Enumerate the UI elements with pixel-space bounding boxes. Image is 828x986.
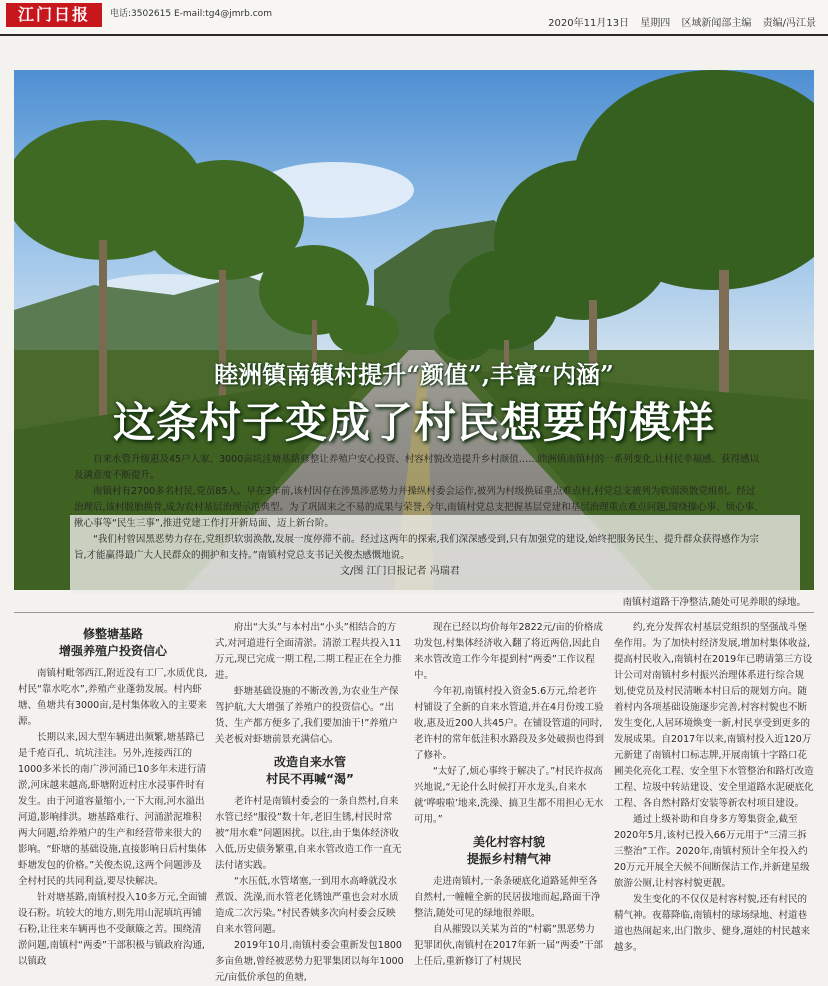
section-heading bbox=[414, 834, 604, 868]
article-subtitle: 睦洲镇南镇村提升“颜值”,丰富“内涵” bbox=[214, 360, 614, 389]
body-paragraph: “太好了,烦心事终于解决了。”村民许叔高兴地说,“无论什么时候打开水龙头,自来水就‘哗啦啦’地来,洗澡、搞卫生都不用担心无水可用。” bbox=[414, 766, 604, 825]
section-heading bbox=[18, 626, 208, 660]
section-heading bbox=[215, 754, 405, 788]
body-paragraph: “水压低,水管堵塞,一到用水高峰就没水煮饭、洗澡,而水管老化锈蚀严重也会对水质造成二次污染。”村民香姨多次向村委会反映自来水管问题。 bbox=[215, 876, 399, 935]
section-heading-line: 修整塘基路 bbox=[82, 627, 143, 641]
lead-paragraph: “我们村曾因黑恶势力存在,党组织软弱涣散,发展一度停滞不前。经过这两年的探索,我们深深感受到,只有加强党的建设,始终把服务民生、提升群众获得感作为宗旨,才能赢得最广大人民群众的拥护和支持。”南镇村党总支书记关俊杰感慨地说。 bbox=[74, 534, 760, 561]
column-4 bbox=[614, 620, 814, 986]
section-heading-line: 美化村容村貌 bbox=[472, 835, 545, 849]
section-heading-line: 增强养殖户投资信心 bbox=[58, 644, 167, 658]
photo-caption: 南镇村道路干净整洁,随处可见养眼的绿地。 bbox=[622, 597, 806, 608]
body-paragraph: 走进南镇村,一条条硬底化道路延伸至各自然村,一幢幢全新的民居拔地而起,路面干净整洁,随处可见的绿地很养眼。 bbox=[414, 876, 601, 919]
divider bbox=[14, 612, 814, 613]
body-paragraph: 老许村是南镇村委会的一条自然村,自来水管已经“服役”数十年,老旧生锈,村民时常被“用水难”问题困扰。以往,由于集体经济收入低,历史债务繁重,自来水管改造工作一直无法付诸实践。 bbox=[215, 796, 402, 871]
masthead bbox=[0, 0, 828, 36]
section-heading-line: 改造自来水管 bbox=[273, 755, 346, 769]
body-paragraph: 府出“大头”与本村出“小头”相结合的方式,对河道进行全面清淤。清淤工程共投入11万元,现已完成一期工程,二期工程正在全力推进。 bbox=[215, 622, 402, 681]
dateline bbox=[540, 14, 816, 29]
contact-info: 电话:3502615 E-mail:tg4@jmrb.com bbox=[110, 9, 272, 19]
body-paragraph: 南镇村毗邻西江,附近没有工厂,水质优良,村民“靠水吃水”,养殖产业蓬勃发展。村内虾塘、鱼塘共有3000亩,是村集体收入的主要来源。 bbox=[18, 668, 208, 727]
body-paragraph: 现在已经以均价每年2822元/亩的价格成功发包,村集体经济收入翻了将近两倍,因此自来水管改造工作今年提到村“两委”工作议程中。 bbox=[414, 622, 603, 681]
body-paragraph: 通过上级补助和自身多方筹集资金,截至2020年5月,该村已投入66万元用于“三清三拆三整治”工作。2020年,南镇村预计全年投入约20万元开展全天候不间断保洁工作,并新建星级旅游公厕,让村容村貌更靓。 bbox=[614, 814, 810, 889]
body-paragraph: 长期以来,因大型车辆进出频繁,塘基路已是千疮百孔、坑坑洼洼。另外,连接西江的1000多米长的南广涉河涌已10多年未进行清淤,河床越来越高,虾塘附近村庄水浸事件时有发生。由于河道容量缩小,一下大雨,河水溢出河道,影响排洪。塘基路难行、河涌淤泥堆积两大问题,给养殖户的生产和经营带来很大的影响。“虾塘的基础设施,直接影响日后村集体虾塘发包的价格。”关俊杰说,这两个问题涉及全村村民的共同利益,要尽快解决。 bbox=[18, 732, 207, 887]
body-paragraph: 发生变化的不仅仅是村容村貌,还有村民的精气神。夜幕降临,南镇村的球场绿地、村道巷道也热闹起来,出门散步、健身,遛娃的村民越来越多。 bbox=[614, 894, 811, 953]
issue-date: 2020年11月13日 bbox=[548, 18, 630, 29]
byline: 文/图 江门日报记者 冯瑞君 bbox=[340, 566, 460, 577]
body-paragraph: 今年初,南镇村投入资金5.6万元,给老许村铺设了全新的自来水管道,并在4月份竣工验收,惠及近200人共45户。在铺设管道的同时,老许村的常年低洼积水路段及多处破损也得到了修补。 bbox=[414, 686, 604, 761]
issue-weekday: 星期四 bbox=[640, 18, 671, 29]
column-3 bbox=[414, 620, 604, 986]
column-2 bbox=[215, 620, 405, 986]
section-editor: 区域新闻部主编 bbox=[681, 18, 752, 29]
body-paragraph: 虾塘基础设施的不断改善,为农业生产保驾护航,大大增强了养殖户的投资信心。“出货、生产都方便多了,我们要加油干!”养殖户关老板对虾塘前景充满信心。 bbox=[215, 686, 399, 745]
article-lead bbox=[74, 452, 764, 564]
column-1 bbox=[18, 620, 208, 986]
body-paragraph: 约,充分发挥农村基层党组织的坚强战斗堡垒作用。为了加快村经济发展,增加村集体收益,提高村民收入,南镇村在2019年已聘请第三方设计公司对南镇村乡村振兴治理体系进行综合规划,使党员及村民清晰本村日后的规划方向。随着村内各项基础设施逐步完善,村容村貌也不断发生变化,人居环境焕变一新,村民享受到更多的发展成果。自2017年以来,南镇村投入近120万元新建了南镇村口标志牌,开展南镇十字路口花圃美化亮化工程、安全里下水管整治和路灯改造工程、垃圾中转站建设、安全里道路水泥硬底化工程、各自然村路灯安装等新农村项目建设。 bbox=[614, 622, 814, 809]
section-heading-line: 村民不再喊“渴” bbox=[266, 772, 354, 786]
section-heading-line: 提振乡村精气神 bbox=[466, 852, 551, 866]
article-headline: 这条村子变成了村民想要的模样 bbox=[112, 398, 715, 447]
lead-paragraph: 南镇村有2700多名村民,党员85人。早在3年前,该村因存在涉黑涉恶势力并操纵村委会运作,被列为村级换届重点难点村,村党总支被列为软弱涣散党组织。经过治理后,该村脱胎换骨,成为农村基层治理示范典型。为了巩固来之不易的成果与荣誉,今年,南镇村党总支把握基层党建和基层治理重点难点问题,围绕操心事、烦心事、揪心事等“民生三事”,推进党建工作打开新局面、迈上新台阶。 bbox=[74, 486, 764, 529]
body-paragraph: 自从摧毁以关某为首的“村霸”黑恶势力犯罪团伙,南镇村在2017年新一届“两委”干部上任后,重新修订了村规民 bbox=[414, 924, 604, 967]
body-paragraph: 针对塘基路,南镇村投入10多万元,全面铺设石粉。坑较大的地方,则先用山泥填坑再铺石粉,让往来车辆再也不受颠簸之苦。围绕清淤问题,南镇村“两委”干部积极与镇政府沟通,以镇政 bbox=[18, 892, 208, 967]
lead-paragraph: 自来水管升级惠及45户人家、3000亩坑洼塘基路修整让养殖户安心投资、村容村貌改造提升乡村颜值……睦洲镇南镇村的一系列变化,让村民幸福感、获得感以及满意度不断提升。 bbox=[74, 454, 760, 481]
duty-editor: 责编/冯江景 bbox=[762, 18, 816, 29]
newspaper-logo: 江门日报 bbox=[6, 3, 102, 27]
body-paragraph: 2019年10月,南镇村委会重新发包1800多亩鱼塘,曾经被恶势力犯罪集团以每年1000元/亩低价承包的鱼塘, bbox=[215, 940, 404, 983]
